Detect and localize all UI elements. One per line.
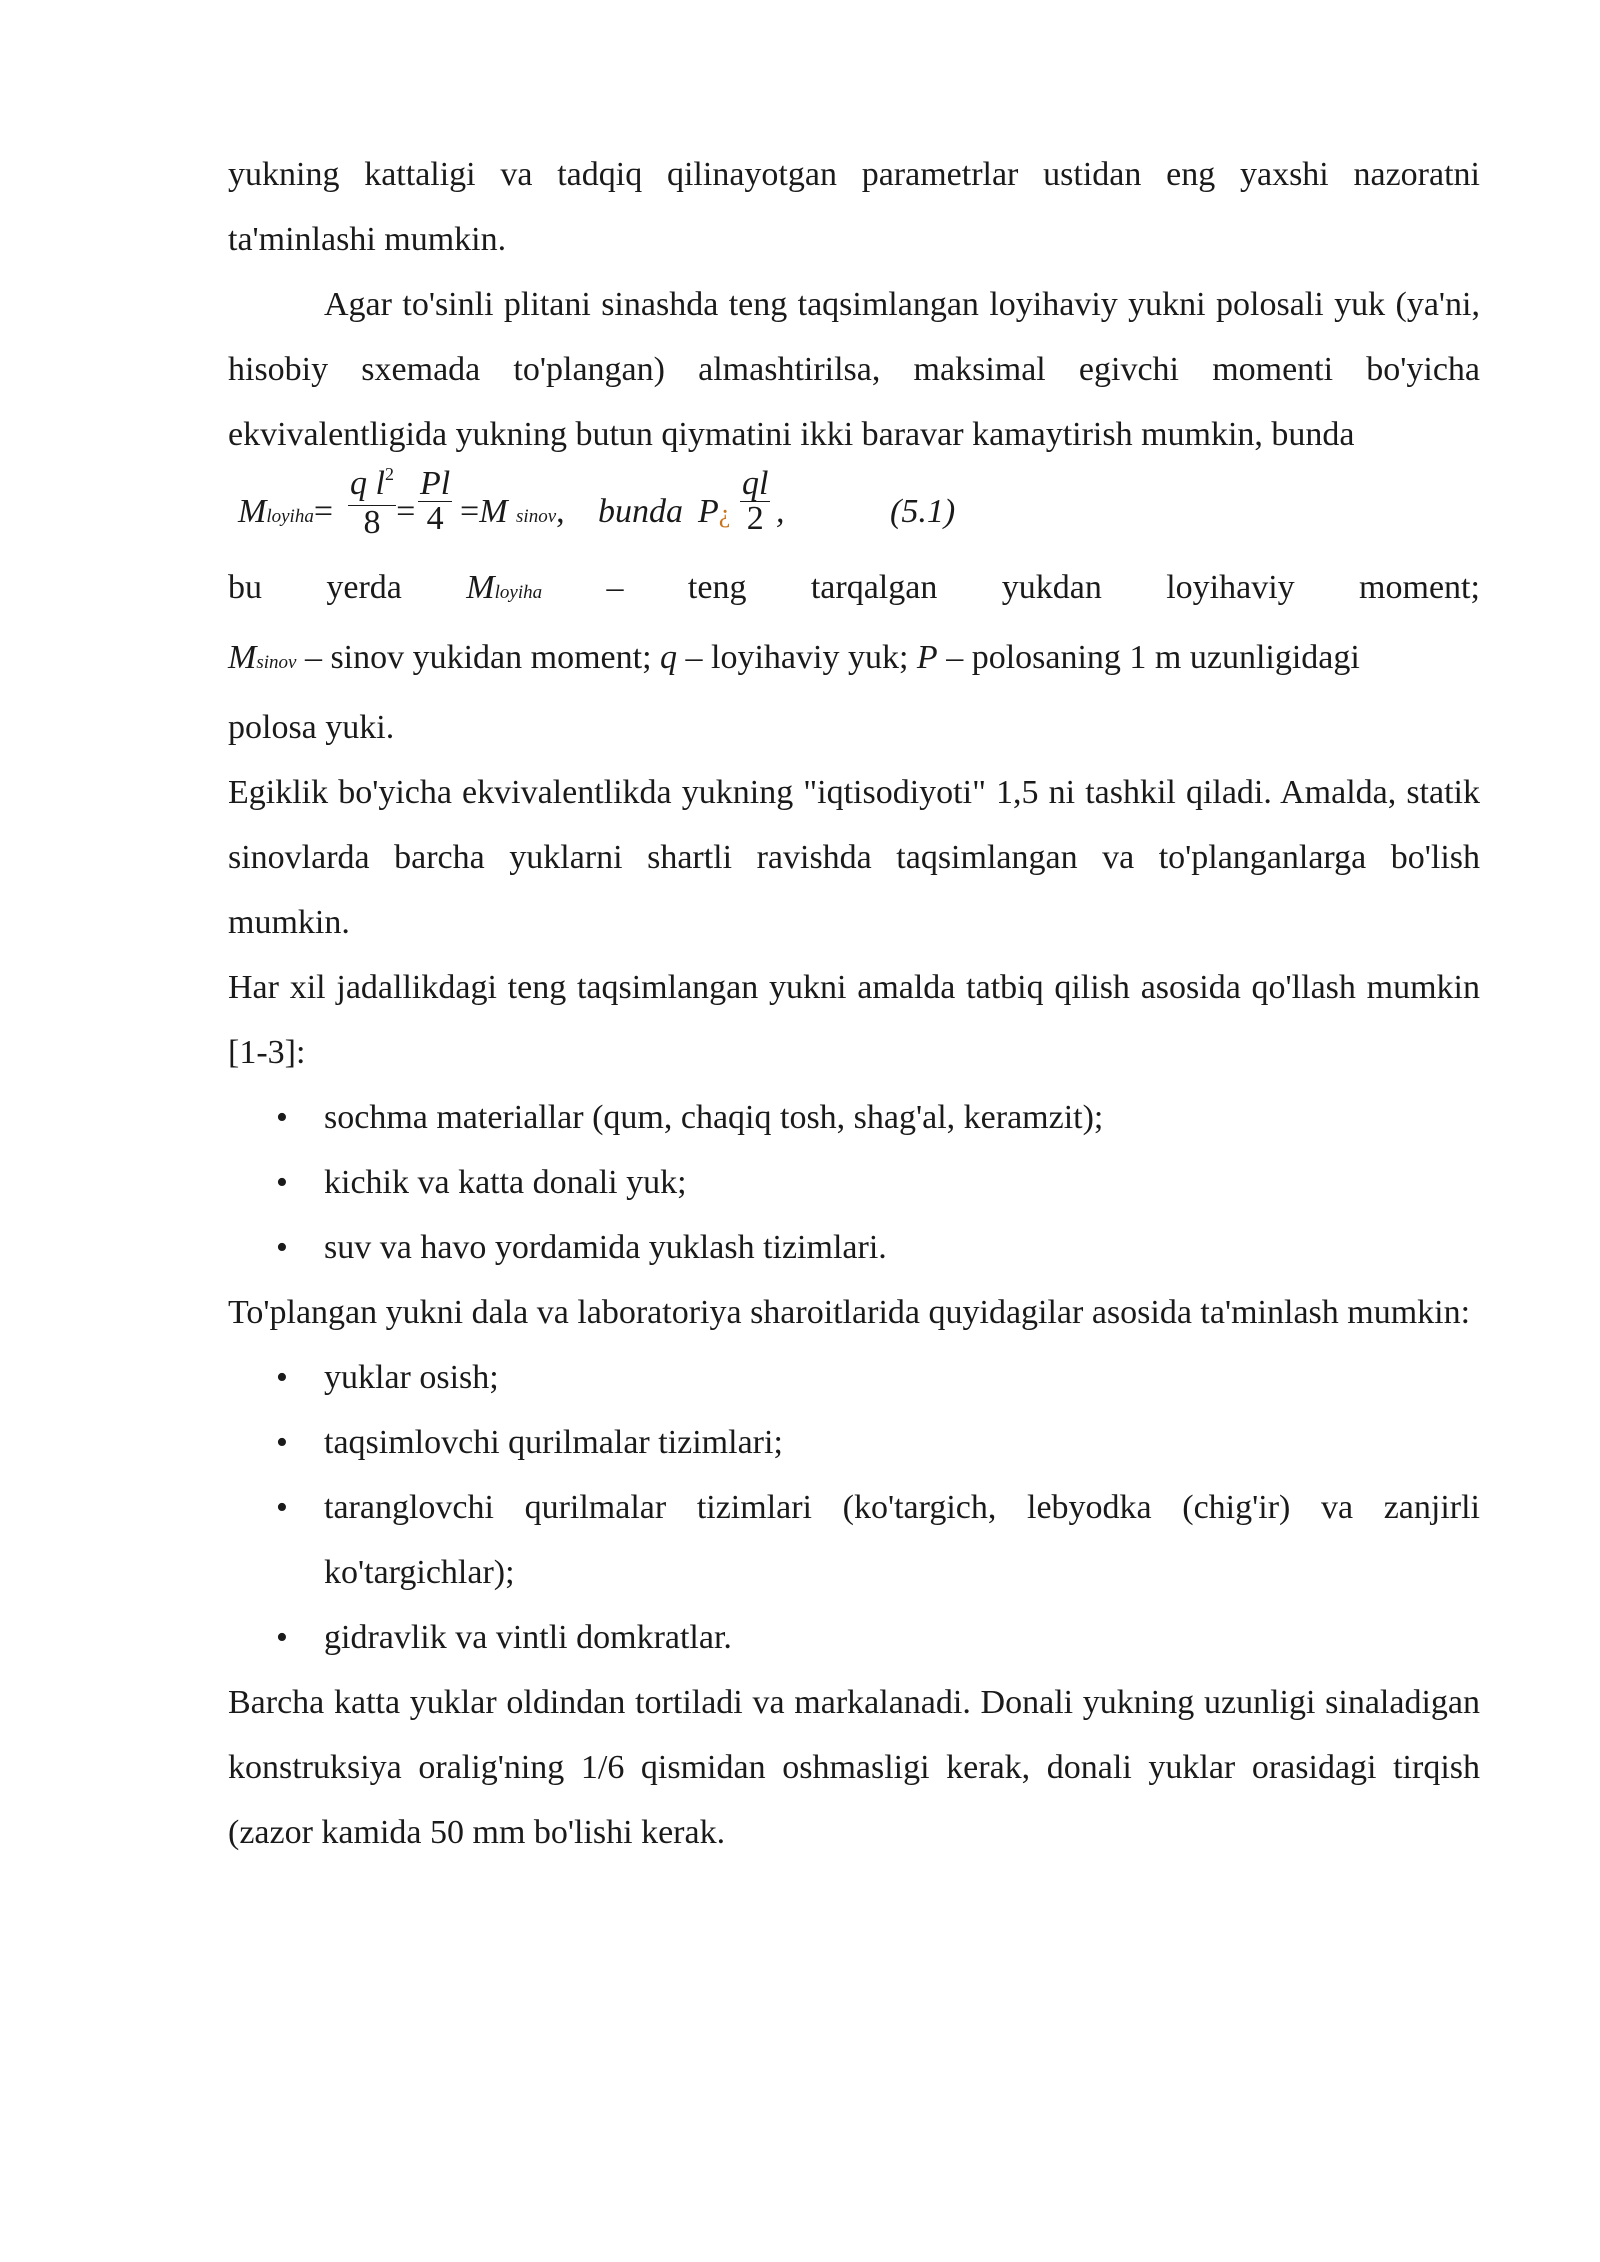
paragraph-load-replacement: Agar to'sinli plitani sinashda teng taqsimlangan loyihaviy yukni polosali yuk (ya'ni, hisobiy sxemada to'plangan) almashtirilsa, maksimal egivchi momenti bo'yicha ekvivalentligida yukning butun qiymatini ikki baravar kamaytirish mumkin, bunda [228,286,1480,453]
formula-number: (5.1) [890,493,956,530]
list-item: • kichik va katta donali yuk; [276,1164,687,1201]
formula-5-1: Mloyiha= $\frac{q l^2}{8}$ = $\frac{Pl}{4}$ =M sinov, bunda P¿ $\frac{ql}{2}$ , (5.1) [228,467,1480,555]
paragraph-definitions-line1: bu yerda Mloyiha – teng tarqalgan yukdan loyihaviy moment; [228,569,1480,606]
list-item: • suv va havo yordamida yuklash tizimlari. [276,1229,887,1266]
formula-m: M [238,493,267,530]
paragraph-large-loads: Barcha katta yuklar oldindan tortiladi va markalanadi. Donali yukning uzunligi sinaladigan konstruksiya oralig'ning 1/6 qismidan oshmasligi kerak, donali yuklar orasidagi tirqish (zazor kamida 50 mm bo'lishi kerak. [228,1684,1480,1851]
paragraph-distributed-load: Har xil jadallikdagi teng taqsimlangan yukni amalda tatbiq qilish asosida qo'llash mumkin [1-3]: [228,969,1480,1071]
list-item: • taranglovchi qurilmalar tizimlari (ko'targich, lebyodka (chig'ir) va zanjirli ko'targichlar); [276,1489,1480,1591]
formula-frac-ql-2: $\frac{ql}{2}$ [742,465,769,537]
formula-sub-loyiha: loyiha [266,506,314,527]
list-item: • yuklar osish; [276,1359,499,1396]
formula-bunda: bunda [598,493,683,530]
paragraph-definitions-line3: polosa yuki. [228,709,395,746]
document-page [228,142,1480,1865]
formula-frac-pl-4: $\frac{Pl}{4}$ [420,465,451,537]
formula-p: P [698,493,719,530]
list-item: • sochma materiallar (qum, chaqiq tosh, shag'al, keramzit); [276,1099,1104,1136]
list-distributed-load-methods [228,1085,1480,1280]
formula-eq-2: = [394,493,417,530]
formula-m-2: M [479,493,508,530]
formula-frac-ql2-8: $\frac{q l^2}{8}$ [350,464,394,541]
formula-eq-3: = [460,493,480,530]
formula-sub-sinov: sinov [516,506,557,527]
paragraph-definitions-line2: Msinov – sinov yukidan moment; q – loyihaviy yuk; P – polosaning 1 m uzunligidagi [228,639,1360,676]
list-concentrated-load-methods [228,1345,1480,1670]
paragraph-intro: yukning kattaligi va tadqiq qilinayotgan parametrlar ustidan eng yaxshi nazoratni ta'minlashi mumkin. [228,156,1480,258]
list-item: • taqsimlovchi qurilmalar tizimlari; [276,1424,783,1461]
formula-glyph: ¿ [718,499,731,528]
paragraph-concentrated-load: To'plangan yukni dala va laboratoriya sharoitlarida quyidagilar asosida ta'minlash mumkin: [228,1294,1471,1331]
list-item: • gidravlik va vintli domkratlar. [276,1619,732,1656]
paragraph-equivalence: Egiklik bo'yicha ekvivalentlikda yukning "iqtisodiyoti" 1,5 ni tashkil qiladi. Amalda, statik sinovlarda barcha yuklarni shartli ravishda taqsimlangan va to'planganlarga bo'lish mumkin. [228,774,1480,941]
formula-eq-1: = [313,493,334,530]
